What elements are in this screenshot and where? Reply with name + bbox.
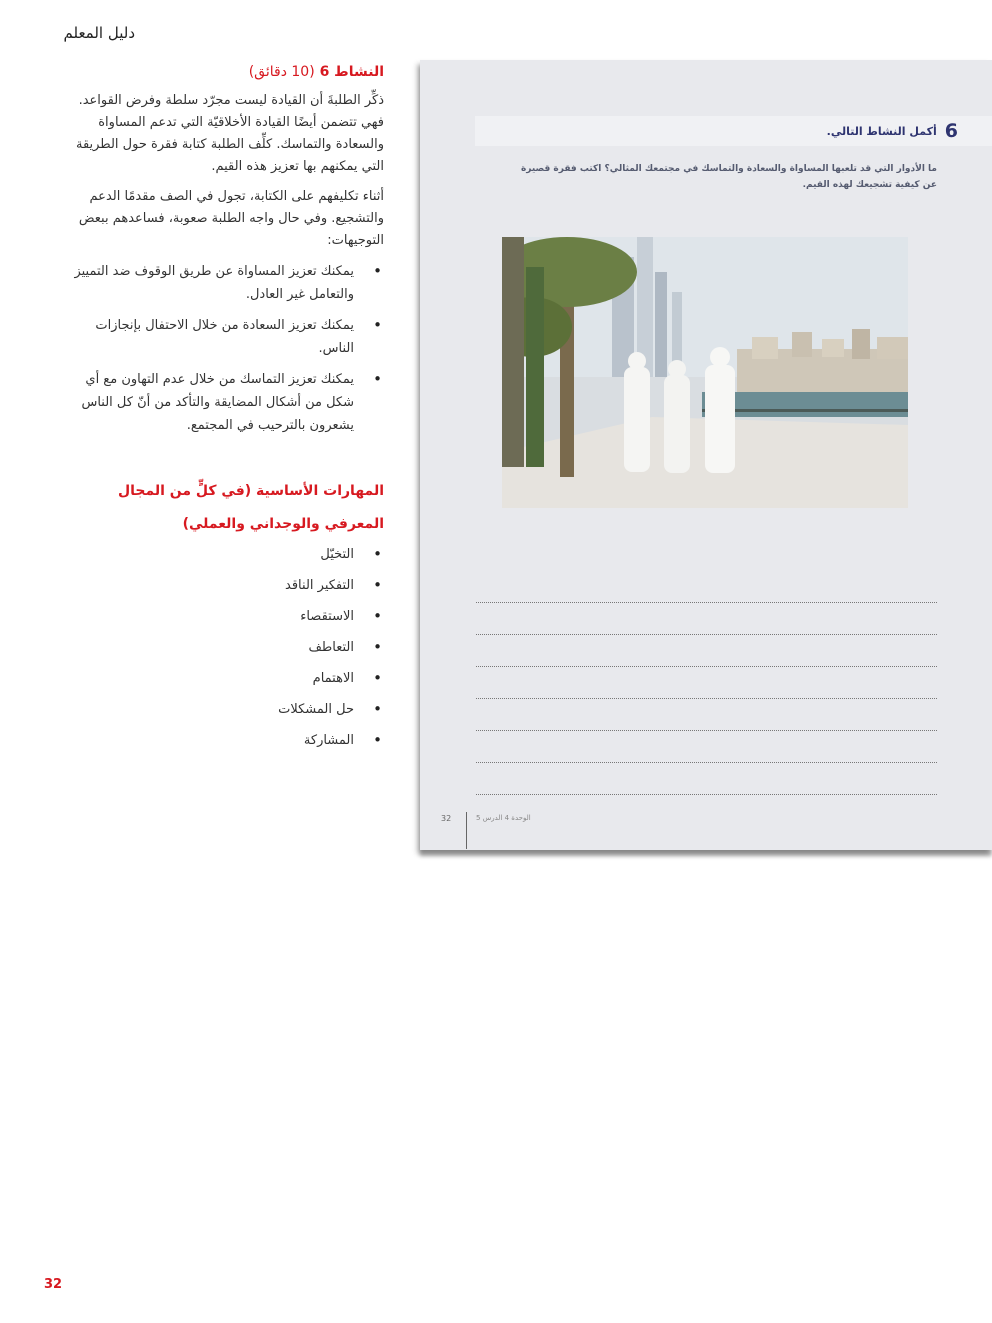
book-unit-lesson: الوحدة 4 الدرس 5 xyxy=(476,814,531,822)
skills-heading: المهارات الأساسية (في كلٍّ من المجال المعرفي والوجداني والعملي) xyxy=(117,483,384,532)
skill-item: • التخيّل xyxy=(72,543,384,566)
activity-duration: (10 دقائق) xyxy=(248,64,315,80)
intro-paragraph: ذكِّر الطلبةَ أن القيادة ليست مجرّد سلطة وفرض القواعد. فهي تتضمن أيضًا القيادة الأخلاقيّة التي تدعم المساواة والسعادة والتماسك. كلِّف الطلبة كتابة فقرة حول الطريقة التي يمكنهم بها تعزيز هذه القيم. xyxy=(75,93,384,174)
writing-lines xyxy=(476,571,937,795)
book-page-number: 32 xyxy=(441,814,452,823)
skill-item: • الاهتمام xyxy=(72,667,384,690)
page-header-title: دليل المعلم xyxy=(63,24,135,42)
guidance-item: • يمكنك تعزيز السعادة من خلال الاحتفال بإنجازات الناس. xyxy=(72,314,384,360)
writing-line xyxy=(476,731,937,763)
writing-line xyxy=(476,603,937,635)
activity-heading xyxy=(827,120,958,142)
photo-illustration xyxy=(502,237,908,508)
teacher-notes-column xyxy=(72,64,384,760)
skill-item: • حل المشكلات xyxy=(72,698,384,721)
writing-line xyxy=(476,763,937,795)
skill-item: • التفكير الناقد xyxy=(72,574,384,597)
skill-item: • المشاركة xyxy=(72,729,384,752)
activity-instruction: أكمل النشاط التالي. xyxy=(826,124,937,138)
writing-line xyxy=(476,635,937,667)
student-book-page xyxy=(420,60,992,850)
guidance-item: • يمكنك تعزيز التماسك من خلال عدم التهاون مع أي شكل من أشكال المضايقة والتأكد من أنّ كل الناس يشعرون بالترحيب في المجتمع. xyxy=(72,368,384,437)
activity-number: 6 xyxy=(944,120,958,142)
writing-line xyxy=(476,699,937,731)
guidance-paragraph: أثناء تكليفهم على الكتابة، تجول في الصف مقدمًا الدعم والتشجيع. وفي حال واجه الطلبة صعوبة، فساعدهم ببعض التوجيهات: xyxy=(78,189,384,248)
guidance-item: • يمكنك تعزيز المساواة عن طريق الوقوف ضد التمييز والتعامل غير العادل. xyxy=(72,260,384,306)
skill-item: • التعاطف xyxy=(72,636,384,659)
page-number: 32 xyxy=(44,1277,63,1292)
skills-list xyxy=(72,543,384,752)
activity-photo xyxy=(502,237,908,508)
guidance-list xyxy=(72,260,384,437)
writing-line xyxy=(476,571,937,603)
activity-title xyxy=(72,64,384,80)
writing-line xyxy=(476,667,937,699)
skill-item: • الاستقصاء xyxy=(72,605,384,628)
activity-question: ما الأدوار التي قد تلعبها المساواة والسعادة والتماسك في مجتمعك المثالي؟ اكتب فقرة قصيرة عن كيفية تشجيعك لهذه القيم. xyxy=(520,164,937,190)
footer-divider xyxy=(466,812,467,849)
activity-title-label: النشاط 6 xyxy=(319,64,384,80)
